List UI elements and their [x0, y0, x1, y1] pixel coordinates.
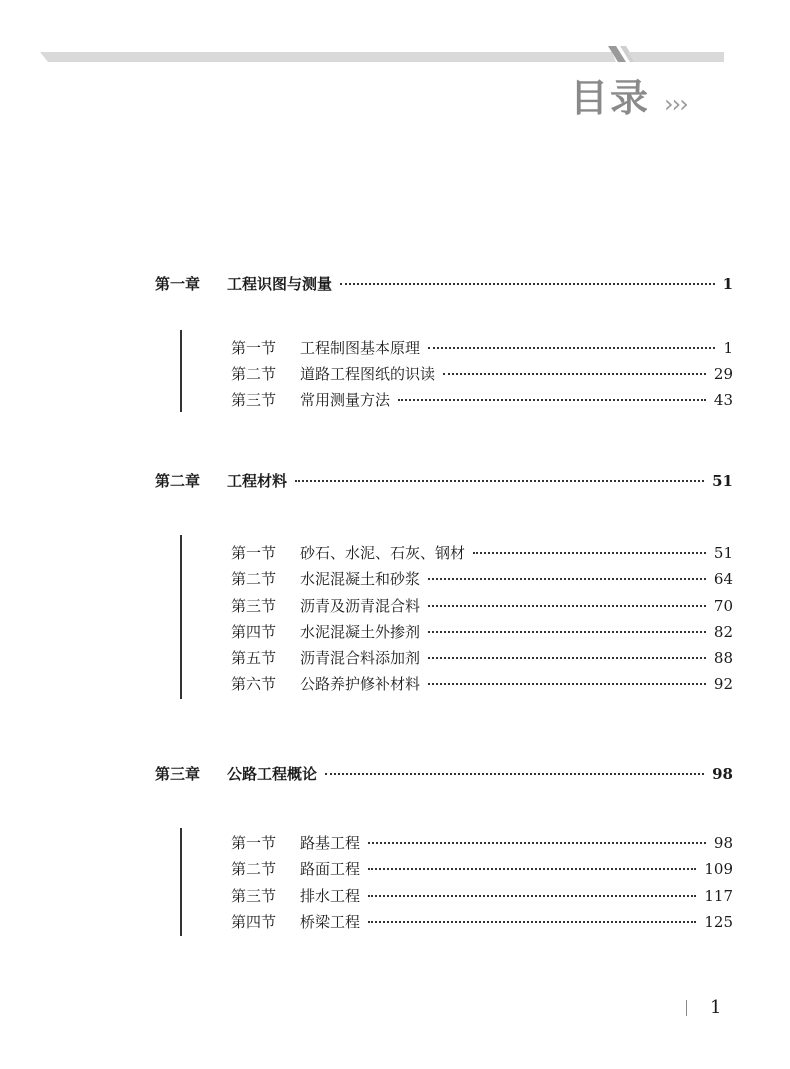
footer-divider [686, 1000, 687, 1016]
section-number: 第一节 [231, 834, 277, 852]
dot-leader [428, 347, 715, 349]
section-page: 88 [713, 649, 733, 667]
section-group-bar [180, 535, 182, 699]
section-title: 砂石、水泥、石灰、钢材 [300, 544, 466, 562]
chapter-title: 公路工程概论 [227, 765, 318, 783]
toc-section[interactable] [231, 832, 733, 854]
section-group-bar [180, 330, 182, 412]
dot-leader [325, 773, 704, 775]
dot-leader [368, 921, 696, 923]
toc-chapter[interactable] [155, 273, 733, 295]
chapter-page: 51 [712, 472, 733, 490]
dot-leader [428, 631, 706, 633]
dot-leader [428, 578, 706, 580]
dot-leader [443, 373, 706, 375]
toc-section[interactable] [231, 885, 733, 907]
toc-chapter[interactable] [155, 763, 733, 785]
section-number: 第二节 [231, 570, 277, 588]
section-page: 82 [713, 623, 733, 641]
section-title: 道路工程图纸的识读 [300, 365, 436, 383]
section-number: 第六节 [231, 675, 277, 693]
toc-section[interactable] [231, 363, 733, 385]
toc-section[interactable] [231, 858, 733, 880]
section-page: 1 [723, 339, 733, 357]
section-number: 第四节 [231, 623, 277, 641]
chapter-page: 1 [722, 275, 733, 293]
section-title: 桥梁工程 [300, 913, 361, 931]
toc-section[interactable] [231, 542, 733, 564]
section-title: 路基工程 [300, 834, 361, 852]
dot-leader [295, 480, 704, 482]
section-page: 51 [713, 544, 733, 562]
section-number: 第五节 [231, 649, 277, 667]
toc-section[interactable] [231, 621, 733, 643]
dot-leader [368, 895, 696, 897]
chevron-arrows-icon: ››› [664, 90, 687, 118]
toc-section[interactable] [231, 389, 733, 411]
section-page: 117 [704, 887, 733, 905]
section-title: 水泥混凝土外掺剂 [300, 623, 421, 641]
section-number: 第三节 [231, 391, 277, 409]
section-page: 92 [713, 675, 733, 693]
dot-leader [473, 552, 706, 554]
section-page: 125 [704, 913, 733, 931]
section-page: 70 [713, 597, 733, 615]
section-number: 第四节 [231, 913, 277, 931]
section-title: 沥青混合料添加剂 [300, 649, 421, 667]
chapter-number: 第三章 [155, 765, 201, 783]
section-number: 第三节 [231, 597, 277, 615]
dot-leader [340, 283, 715, 285]
dot-leader [428, 657, 706, 659]
section-page: 109 [704, 860, 733, 878]
section-page: 64 [713, 570, 733, 588]
section-title: 路面工程 [300, 860, 361, 878]
toc-section[interactable] [231, 673, 733, 695]
section-page: 29 [713, 365, 733, 383]
header-band [0, 0, 790, 80]
dot-leader [428, 605, 706, 607]
section-group-bar [180, 828, 182, 936]
chapter-number: 第二章 [155, 472, 201, 490]
section-number: 第二节 [231, 365, 277, 383]
dot-leader [428, 683, 706, 685]
chapter-number: 第一章 [155, 275, 201, 293]
page-number: 1 [710, 997, 722, 1018]
dot-leader [368, 842, 706, 844]
chapter-title: 工程识图与测量 [227, 275, 333, 293]
section-number: 第二节 [231, 860, 277, 878]
toc-section[interactable] [231, 647, 733, 669]
section-title: 公路养护修补材料 [300, 675, 421, 693]
toc-section[interactable] [231, 568, 733, 590]
section-title: 水泥混凝土和砂浆 [300, 570, 421, 588]
dot-leader [398, 399, 706, 401]
chapter-page: 98 [712, 765, 733, 783]
section-title: 常用测量方法 [300, 391, 391, 409]
section-number: 第三节 [231, 887, 277, 905]
dot-leader [368, 868, 696, 870]
section-page: 43 [713, 391, 733, 409]
section-page: 98 [713, 834, 733, 852]
chapter-title: 工程材料 [227, 472, 288, 490]
section-number: 第一节 [231, 339, 277, 357]
toc-chapter[interactable] [155, 470, 733, 492]
toc-section[interactable] [231, 911, 733, 933]
page-title: 目录 [570, 76, 651, 120]
section-title: 沥青及沥青混合料 [300, 597, 421, 615]
section-number: 第一节 [231, 544, 277, 562]
toc-section[interactable] [231, 337, 733, 359]
section-title: 工程制图基本原理 [300, 339, 421, 357]
toc-section[interactable] [231, 595, 733, 617]
section-title: 排水工程 [300, 887, 361, 905]
